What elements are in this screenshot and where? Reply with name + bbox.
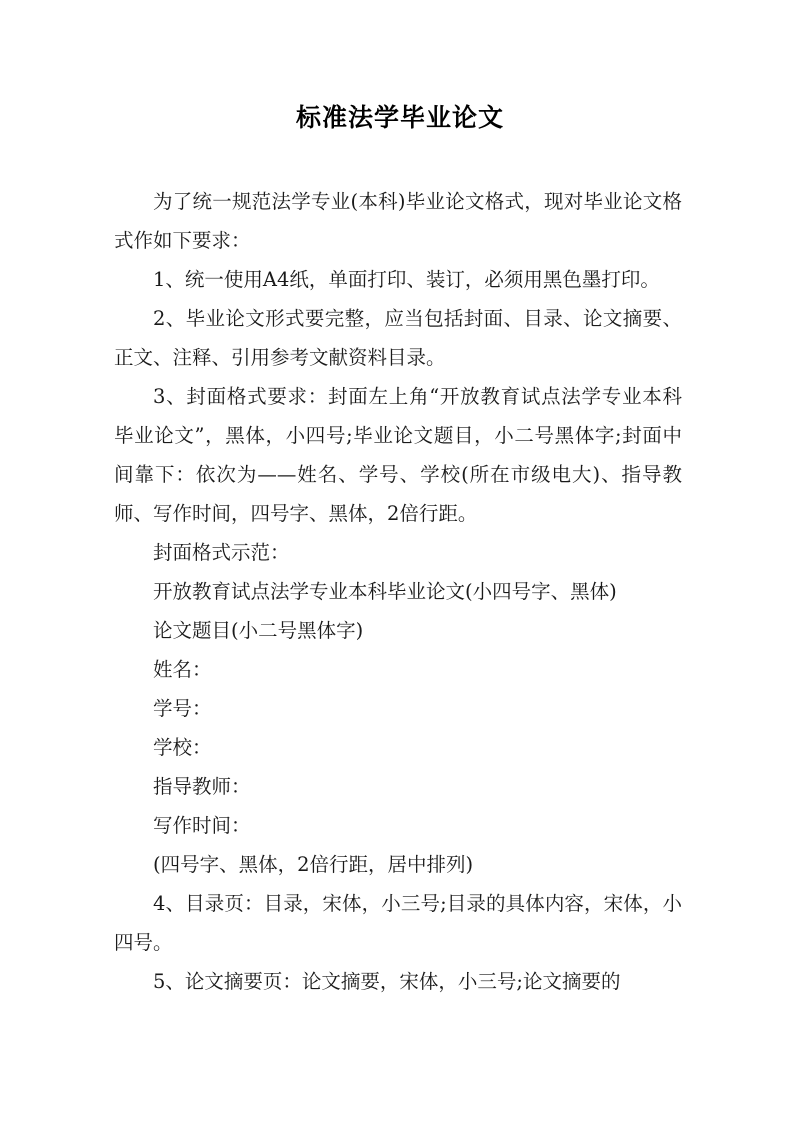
cover-example-line: 指导教师： <box>153 775 251 798</box>
cover-example-line: 写作时间： <box>153 814 251 837</box>
cover-example-note: (四号字、黑体，2倍行距，居中排列) <box>153 853 474 876</box>
document-body <box>114 182 682 1001</box>
document-title: 标准法学毕业论文 <box>295 103 504 132</box>
paragraph-item-5: 5、论文摘要页：论文摘要，宋体，小三号;论文摘要的 <box>153 970 621 993</box>
paragraph-item-3: 3、封面格式要求：封面左上角“开放教育试点法学专业本科毕业论文”，黑体，小四号;毕业论文题目，小二号黑体字;封面中间靠下：依次为——姓名、学号、学校(所在市级电大)、指导教师、写作时间，四号字、黑体，2倍行距。 <box>114 385 682 525</box>
cover-example-line: 姓名： <box>153 658 212 681</box>
cover-example-heading: 封面格式示范： <box>153 541 290 564</box>
paragraph-item-4: 4、目录页：目录，宋体，小三号;目录的具体内容，宋体，小四号。 <box>114 892 682 954</box>
paragraph-item-1: 1、统一使用A4纸，单面打印、装订，必须用黑色墨打印。 <box>153 268 660 291</box>
cover-example-line: 学校： <box>153 736 212 759</box>
cover-example-line: 论文题目(小二号黑体字) <box>153 619 364 642</box>
paragraph-intro: 为了统一规范法学专业(本科)毕业论文格式，现对毕业论文格式作如下要求： <box>114 190 682 252</box>
cover-example-line: 开放教育试点法学专业本科毕业论文(小四号字、黑体) <box>153 580 617 603</box>
paragraph-item-2: 2、毕业论文形式要完整，应当包括封面、目录、论文摘要、正文、注释、引用参考文献资料目录。 <box>114 307 682 369</box>
cover-example-line: 学号： <box>153 697 212 720</box>
